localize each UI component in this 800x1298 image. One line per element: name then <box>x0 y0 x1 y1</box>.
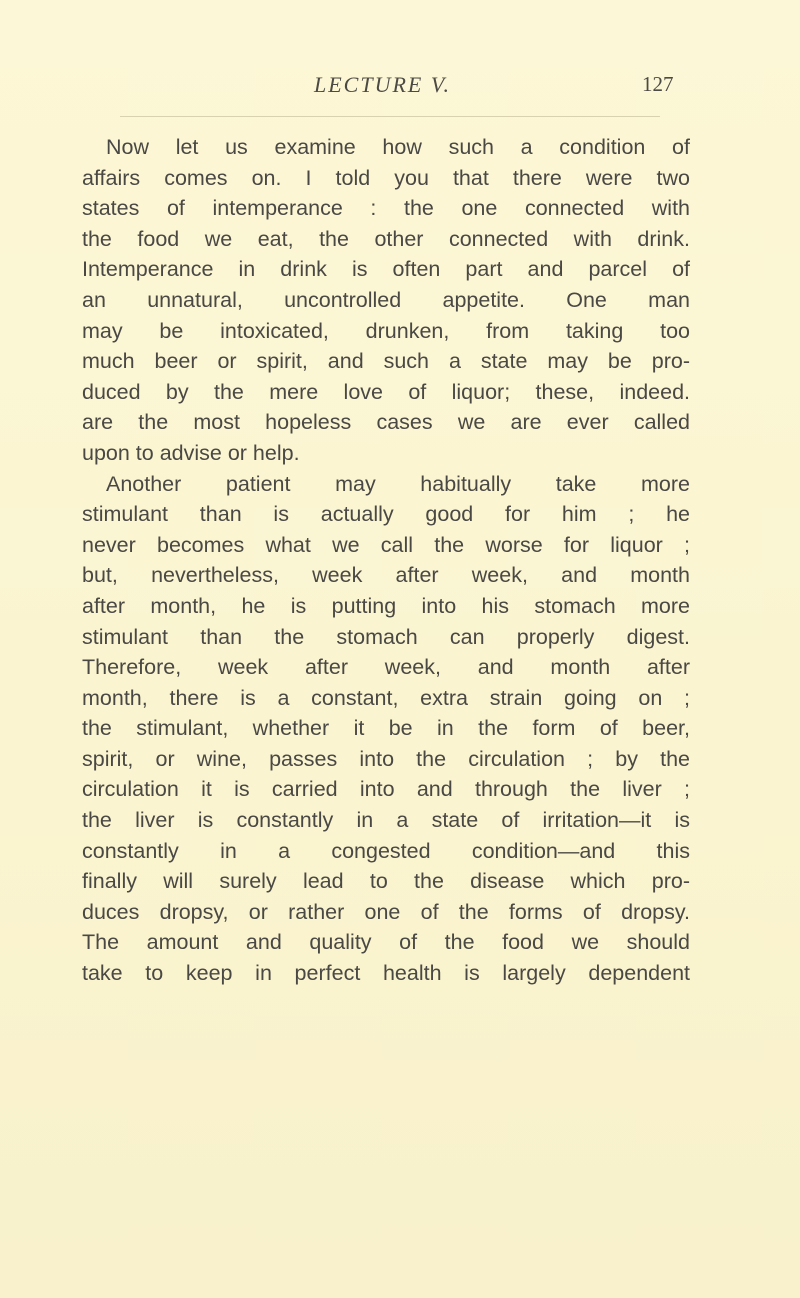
text-line: stimulant than the stomach can properly digest. <box>82 624 690 649</box>
header-rule <box>120 116 660 117</box>
text-line: Now let us examine how such a condition of <box>106 135 690 159</box>
text-line: constantly in a congested condition—and this <box>82 838 690 863</box>
text-line: finally will surely lead to the disease which pro- <box>82 869 690 894</box>
text-line: spirit, or wine, passes into the circulation ; by the <box>82 746 690 771</box>
text-line: duced by the mere love of liquor; these, indeed. <box>82 379 690 404</box>
text-line: Therefore, week after week, and month after <box>82 655 690 680</box>
text-line: take to keep in perfect health is largely dependent <box>82 961 690 986</box>
text-line: the food we eat, the other connected with drink. <box>82 226 690 251</box>
running-head: LECTURE V. <box>314 72 451 97</box>
text-line: states of intemperance : the one connected with <box>82 196 690 221</box>
text-line: upon to advise or help. <box>82 440 300 465</box>
text-line: after month, he is putting into his stomach more <box>82 593 690 618</box>
body-text <box>82 132 690 989</box>
text-line: month, there is a constant, extra strain going on ; <box>82 685 690 710</box>
text-line: are the most hopeless cases we are ever called <box>82 410 690 435</box>
text-line: duces dropsy, or rather one of the forms of dropsy. <box>82 899 690 924</box>
text-line: the stimulant, whether it be in the form of beer, <box>82 716 690 741</box>
text-line: never becomes what we call the worse for liquor ; <box>82 532 690 557</box>
text-line: Another patient may habitually take more <box>106 471 690 496</box>
text-line: an unnatural, uncontrolled appetite. One man <box>82 287 690 312</box>
text-line: much beer or spirit, and such a state may be pro- <box>82 349 690 374</box>
text-line: the liver is constantly in a state of irritation—it is <box>82 808 690 833</box>
page-number: 127 <box>642 72 674 96</box>
text-line: affairs comes on. I told you that there were two <box>82 165 690 190</box>
text-line: but, nevertheless, week after week, and month <box>82 563 690 588</box>
page-header <box>0 72 800 106</box>
text-line: may be intoxicated, drunken, from taking too <box>82 318 690 343</box>
text-line: Intemperance in drink is often part and parcel of <box>82 257 690 282</box>
text-line: stimulant than is actually good for him ; he <box>82 502 690 527</box>
text-line: The amount and quality of the food we should <box>82 930 690 955</box>
text-line: circulation it is carried into and through the liver ; <box>82 777 690 802</box>
